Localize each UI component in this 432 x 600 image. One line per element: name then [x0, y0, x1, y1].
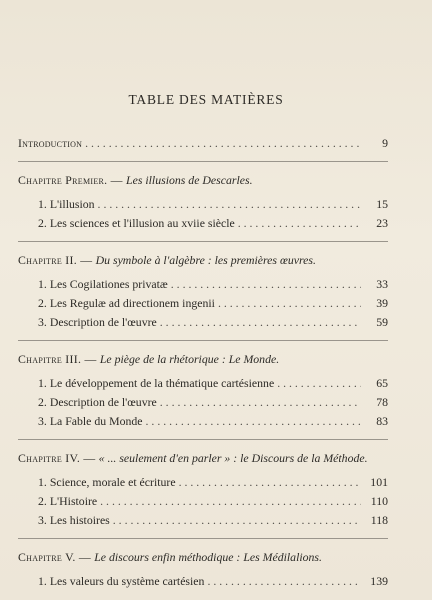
leader-dots [207, 574, 361, 589]
toc-entry [18, 414, 388, 429]
toc-entry [18, 197, 388, 212]
leader-dots [160, 315, 361, 330]
item-number: 1. [38, 376, 47, 390]
item-number: 3. [38, 513, 47, 527]
leader-dots [171, 277, 361, 292]
item-text: Science, morale et écriture [49, 475, 176, 489]
section-divider [18, 340, 388, 341]
item-number: 2. [38, 494, 47, 508]
item-text: La Fable du Monde [49, 414, 143, 428]
item-number: 1. [38, 197, 47, 211]
chapter-title: Le piège de la rhétorique : Le Monde. [99, 352, 280, 366]
page-title: TABLE DES MATIÈRES [128, 92, 284, 107]
item-text: L'Histoire [49, 494, 98, 508]
page-number: 39 [376, 296, 388, 310]
toc-entry [18, 376, 388, 391]
toc-entry-label: Introduction [18, 136, 83, 150]
page-number: 101 [370, 475, 388, 489]
page-number: 83 [376, 414, 388, 428]
item-number: 3. [38, 414, 47, 428]
leader-dots [277, 376, 361, 391]
page-number: 78 [376, 395, 388, 409]
item-number: 1. [38, 277, 47, 291]
toc-entry [18, 475, 388, 490]
leader-dots [160, 395, 361, 410]
leader-dots [218, 296, 361, 311]
item-text: Les histoires [49, 513, 110, 527]
toc-entry [18, 395, 388, 410]
leader-dots [98, 197, 361, 212]
item-number: 2. [38, 296, 47, 310]
section-divider [18, 538, 388, 539]
chapter-title: « ... seulement d'en parler » : le Discours de la Méthode. [98, 451, 368, 465]
item-text: Les valeurs du système cartésien [49, 574, 205, 588]
page-number: 15 [376, 197, 388, 211]
chapter-title: Les illusions de Descarles. [126, 173, 253, 187]
page-number: 23 [376, 216, 388, 230]
table-of-contents [18, 92, 388, 589]
item-text: Description de l'œuvre [49, 315, 157, 329]
item-number: 1. [38, 475, 47, 489]
item-text: Les Cogilationes privatæ [49, 277, 168, 291]
item-text: Les sciences et l'illusion au xviie siècle [49, 216, 235, 230]
chapter-heading [18, 253, 388, 267]
toc-entry [18, 574, 388, 589]
chapter-prefix: Chapitre IV. — [18, 451, 99, 465]
chapter-prefix: Chapitre V. — [18, 550, 95, 564]
item-number: 2. [38, 395, 47, 409]
section-divider [18, 241, 388, 242]
leader-dots [146, 414, 361, 429]
item-number: 2. [38, 216, 47, 230]
toc-entry-introduction [18, 136, 388, 151]
page-number: 139 [370, 574, 388, 588]
toc-entry [18, 296, 388, 311]
item-number: 3. [38, 315, 47, 329]
section-divider [18, 161, 388, 162]
toc-entry [18, 277, 388, 292]
toc-entry [18, 513, 388, 528]
toc-entry [18, 494, 388, 509]
chapter-heading [18, 352, 388, 366]
leader-dots [85, 136, 361, 151]
page-number: 110 [370, 494, 388, 508]
item-text: Les Regulæ ad directionem ingenii [49, 296, 215, 310]
leader-dots [238, 216, 361, 231]
chapter-prefix: Chapitre II. — [18, 253, 96, 267]
section-divider [18, 439, 388, 440]
item-number: 1. [38, 574, 47, 588]
page-number: 9 [382, 136, 388, 150]
item-text: L'illusion [49, 197, 95, 211]
page-number: 118 [370, 513, 388, 527]
leader-dots [113, 513, 361, 528]
chapter-heading [18, 173, 388, 187]
item-text: Le développement de la thématique cartésienne [49, 376, 275, 390]
chapter-prefix: Chapitre III. — [18, 352, 100, 366]
chapter-title: Le discours enfin méthodique : Les Médilalions. [94, 550, 322, 564]
chapter-title: Du symbole à l'algèbre : les premières œuvres. [95, 253, 316, 267]
page-number: 65 [376, 376, 388, 390]
chapter-heading [18, 451, 388, 465]
page-number: 33 [376, 277, 388, 291]
leader-dots [179, 475, 361, 490]
chapter-prefix: Chapitre Premier. — [18, 173, 127, 187]
toc-entry [18, 315, 388, 330]
item-text: Description de l'œuvre [49, 395, 157, 409]
toc-entry [18, 216, 388, 231]
page-number: 59 [376, 315, 388, 329]
leader-dots [100, 494, 361, 509]
chapter-heading [18, 550, 388, 564]
